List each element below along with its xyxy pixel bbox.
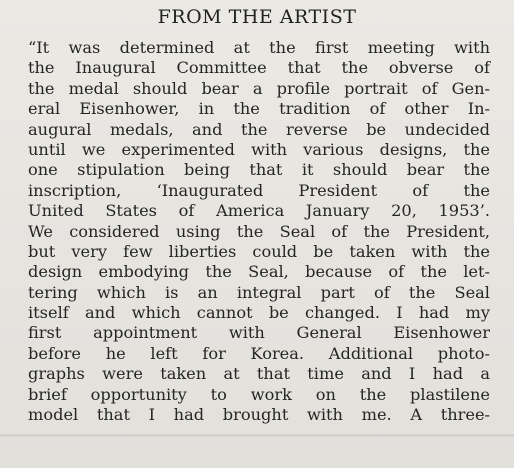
text-line: eral Eisenhower, in the tradition of other In- — [28, 99, 490, 119]
text-line: the medal should bear a profile portrait of Gen- — [28, 78, 490, 98]
text-line: brief opportunity to work on the plastilene — [28, 384, 490, 404]
text-line: but very few liberties could be taken with the — [28, 241, 490, 261]
paper-fold-line — [0, 434, 514, 437]
text-line: itself and which cannot be changed. I had my — [28, 303, 490, 323]
text-line: first appointment with General Eisenhower — [28, 323, 490, 343]
text-line: before he left for Korea. Additional photo- — [28, 343, 490, 363]
text-line: augural medals, and the reverse be undecided — [28, 119, 490, 139]
text-line: design embodying the Seal, because of the let- — [28, 262, 490, 282]
text-line: the Inaugural Committee that the obverse of — [28, 58, 490, 78]
text-line: graphs were taken at that time and I had a — [28, 364, 490, 384]
text-line: United States of America January 20, 1953’. — [28, 201, 490, 221]
text-line: We considered using the Seal of the President, — [28, 221, 490, 241]
artist-statement — [28, 38, 490, 425]
text-line: tering which is an integral part of the Seal — [28, 282, 490, 302]
page-title: FROM THE ARTIST — [157, 6, 357, 28]
text-line: inscription, ‘Inaugurated President of the — [28, 180, 490, 200]
text-line: model that I had brought with me. A three- — [28, 405, 490, 425]
text-line: “It was determined at the first meeting with — [28, 38, 490, 57]
text-line: until we experimented with various designs, the — [28, 139, 490, 159]
text-line: one stipulation being that it should bear the — [28, 160, 490, 180]
